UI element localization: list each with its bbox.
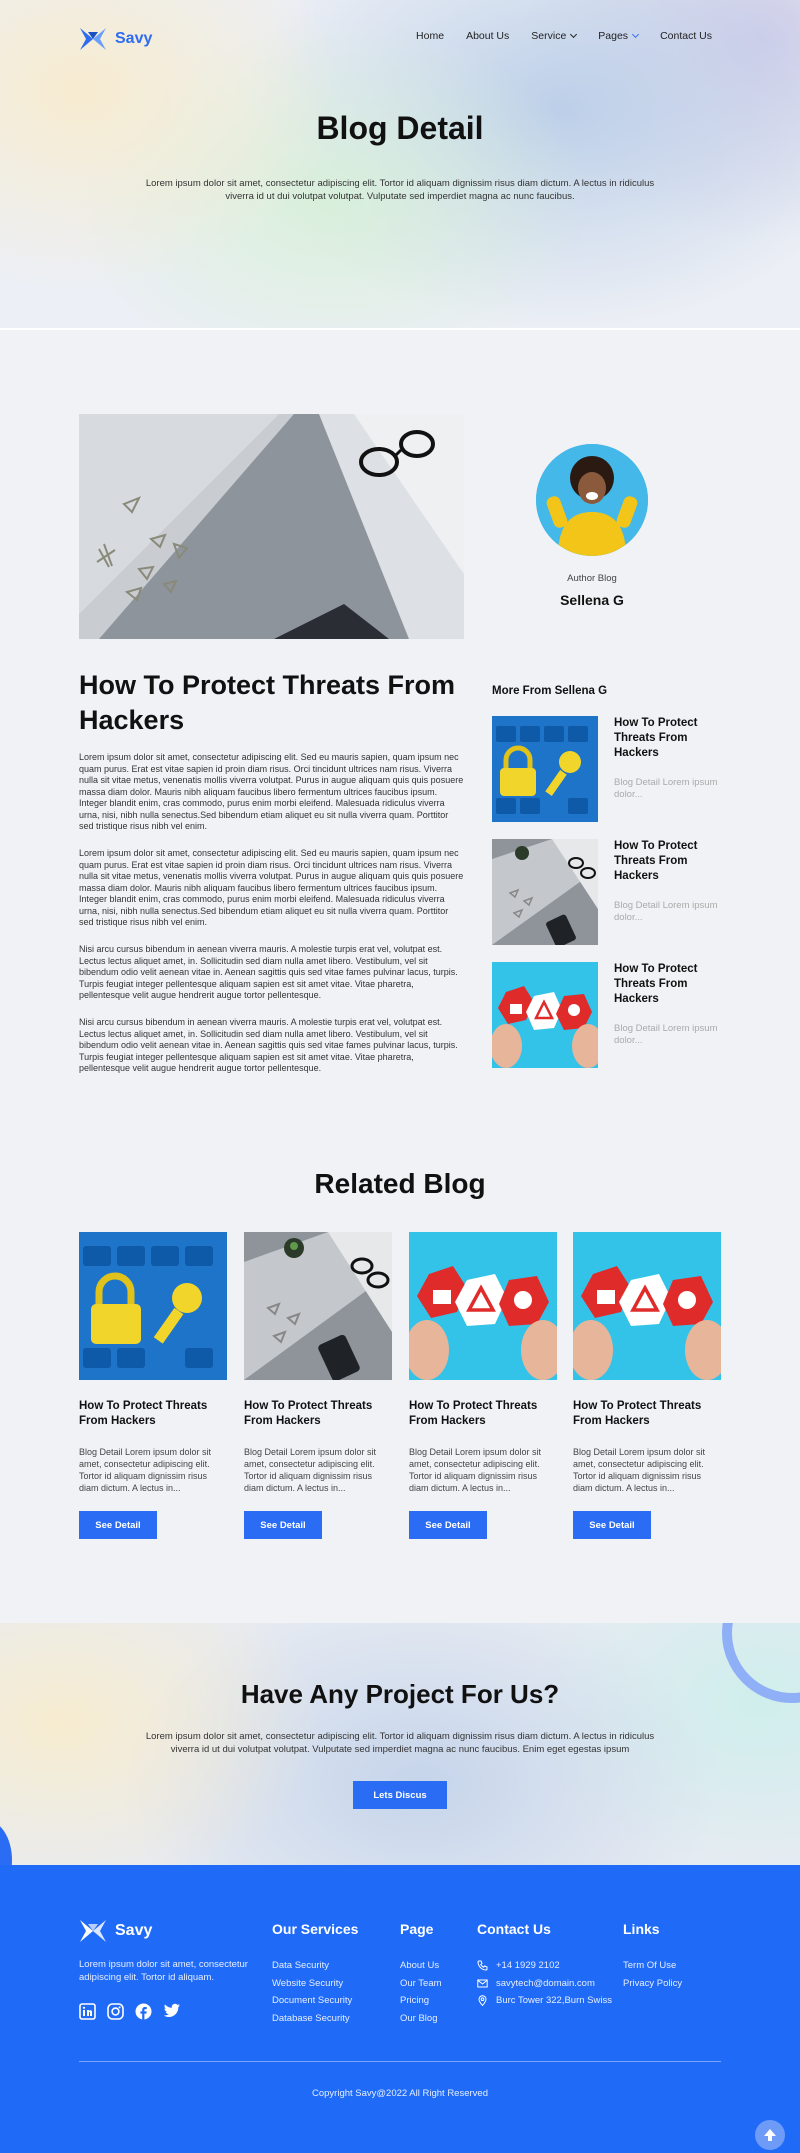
nav-about-us[interactable]	[466, 30, 509, 42]
contact-address[interactable]	[477, 1992, 612, 2010]
nav-service-label: Service	[531, 30, 567, 42]
lets-discus-button[interactable]: Lets Discus	[353, 1781, 447, 1809]
brand-name: Savy	[115, 30, 153, 47]
related-card-title[interactable]: How To Protect Threats From Hackers	[573, 1400, 702, 1427]
see-detail-button[interactable]: See Detail	[573, 1511, 651, 1539]
contact-address-value: Burc Tower 322,Burn Swiss	[496, 1995, 612, 2006]
side-post-title[interactable]: How To Protect Threats From Hackers	[614, 963, 698, 1005]
footer-contact-list	[477, 1957, 612, 2010]
footer-services-list	[272, 1957, 352, 2027]
mail-icon	[477, 1978, 488, 1989]
side-post-desc: Blog Detail Lorem ipsum dolor...	[614, 777, 718, 800]
nav-pages[interactable]	[598, 30, 638, 42]
arrow-up-icon	[762, 2127, 778, 2143]
footer-link[interactable]: Database Security	[272, 2012, 350, 2024]
article-paragraph: Nisi arcu cursus bibendum in aenean viverra mauris. A molestie turpis erat vel, volutpat est. Lectus lectus aliquet amet, in. Sollicitudin sed diam nulla amet libero. Vestibulum, vel sit bibendum odio velit aenean vitae in. Aenean sagittis quis sed vitae fames pulvinar lacus, turpis. Turpis feugiat integer pellentesque aliquam sapien est sit amet vitae. Vitae pharetra, pellentesque velit augue hendrerit augue tortor pellentesque.	[79, 1017, 458, 1073]
footer-link[interactable]: Website Security	[272, 1977, 344, 1989]
footer-brand-name: Savy	[115, 1922, 153, 1939]
contact-phone[interactable]	[477, 1957, 612, 1975]
copyright-text: Copyright Savy@2022 All Right Reserved	[312, 2088, 488, 2099]
related-card-desc: Blog Detail Lorem ipsum dolor sit amet, consectetur adipiscing elit. Tortor id aliquam dignissim risus diam dictum. A lectus in...	[244, 1447, 377, 1493]
footer-links-title: Links	[623, 1921, 660, 1937]
instagram-icon[interactable]	[107, 2003, 124, 2020]
side-post-image[interactable]	[492, 716, 598, 822]
page-title: Blog Detail	[316, 110, 484, 146]
related-blog-title: Related Blog	[314, 1168, 486, 1199]
side-post-desc: Blog Detail Lorem ipsum dolor...	[614, 900, 718, 923]
logo-icon	[79, 1919, 107, 1943]
footer-page-list	[400, 1957, 442, 2027]
related-card-desc: Blog Detail Lorem ipsum dolor sit amet, consectetur adipiscing elit. Tortor id aliquam dignissim risus diam dictum. A lectus in...	[79, 1447, 212, 1493]
side-post-title[interactable]: How To Protect Threats From Hackers	[614, 717, 698, 759]
related-card-title[interactable]: How To Protect Threats From Hackers	[409, 1400, 538, 1427]
footer	[0, 1865, 800, 2153]
side-post-image[interactable]	[492, 962, 598, 1068]
cta-subtitle: Lorem ipsum dolor sit amet, consectetur adipiscing elit. Tortor id aliquam dignissim risus diam dictum. A lectus in ridiculus viverra id ut dui volutpat volutpat. Vulputate sed imperdiet magna ac nunc faucibus. Enim eget egestas ipsum	[145, 1731, 655, 1755]
article-image	[79, 414, 464, 639]
nav-contact-us[interactable]	[660, 30, 712, 42]
footer-link[interactable]: Our Blog	[400, 2012, 438, 2024]
decorative-blob	[0, 1820, 12, 1865]
cta-title: Have Any Project For Us?	[240, 1679, 560, 1709]
author-avatar[interactable]	[536, 444, 648, 556]
main-nav	[416, 30, 712, 42]
related-card-image[interactable]	[79, 1232, 227, 1380]
side-post-image[interactable]	[492, 839, 598, 945]
footer-description: Lorem ipsum dolor sit amet, consectetur adipiscing elit. Tortor id aliquam.	[79, 1959, 248, 1983]
footer-links-list	[623, 1957, 682, 1992]
logo-icon	[79, 27, 107, 51]
side-post-title[interactable]: How To Protect Threats From Hackers	[614, 840, 698, 882]
linkedin-icon[interactable]	[79, 2003, 96, 2020]
footer-services-title: Our Services	[272, 1921, 359, 1937]
article-paragraph: Lorem ipsum dolor sit amet, consectetur adipiscing elit. Sed eu mauris sapien, quam ipsum nec quam purus. Erat est vitae sapien id proin diam risus. Orci tincidunt ultrices nam risus. Viverra nulla sit vitae metus, venenatis mollis viverra volutpat. Purus in augue aliquam quis quis posuere massa diam dolor. Mauris nibh aliquam faucibus libero fermentum ultrices faucibus ipsum. Integer blandit enim, cras commodo, purus enim morbi eleifend. Malesuada ridiculus viverra urna, nisi, nibh nulla senectus.Sed bibendum etiam aliquet eu sit nulla viverra quam. Porttitor sed tristique risus nibh vel enim.	[79, 752, 464, 831]
scroll-to-top-button[interactable]	[755, 2120, 785, 2150]
footer-link[interactable]: Privacy Policy	[623, 1977, 683, 1989]
social-links	[79, 2003, 181, 2020]
article-title: How To Protect Threats From Hackers	[79, 670, 456, 735]
related-card-desc: Blog Detail Lorem ipsum dolor sit amet, consectetur adipiscing elit. Tortor id aliquam dignissim risus diam dictum. A lectus in...	[409, 1447, 542, 1493]
nav-home[interactable]	[416, 30, 444, 42]
nav-pages-label: Pages	[598, 30, 629, 42]
related-card-title[interactable]: How To Protect Threats From Hackers	[79, 1400, 208, 1427]
author-name: Sellena G	[560, 592, 624, 608]
related-card-image[interactable]	[244, 1232, 392, 1380]
related-card-image[interactable]	[573, 1232, 721, 1380]
divider	[0, 328, 800, 330]
footer-link[interactable]: Data Security	[272, 1960, 330, 1971]
related-card-image[interactable]	[409, 1232, 557, 1380]
more-from-title: More From Sellena G	[492, 685, 608, 697]
see-detail-button[interactable]: See Detail	[409, 1511, 487, 1539]
footer-link[interactable]: Document Security	[272, 1995, 353, 2006]
footer-link[interactable]: Term Of Use	[623, 1960, 677, 1971]
hero-subtitle: Lorem ipsum dolor sit amet, consectetur adipiscing elit. Tortor id aliquam dignissim risus diam dictum. A lectus in ridiculus viverra id ut dui volutpat volutpat. Vulputate sed imperdiet magna ac nunc faucibus.	[145, 178, 655, 202]
chevron-down-icon	[632, 31, 639, 38]
chevron-down-icon	[570, 31, 577, 38]
see-detail-button[interactable]: See Detail	[79, 1511, 157, 1539]
brand-logo[interactable]	[79, 27, 152, 51]
nav-about-label: About Us	[466, 30, 510, 42]
footer-link[interactable]: About Us	[400, 1960, 440, 1971]
cta-section	[0, 1623, 800, 1865]
article-paragraph: Lorem ipsum dolor sit amet, consectetur adipiscing elit. Sed eu mauris sapien, quam ipsum nec quam purus. Erat est vitae sapien id proin diam risus. Orci tincidunt ultrices nam risus. Viverra nulla sit vitae metus, venenatis mollis viverra volutpat. Purus in augue aliquam quis quis posuere massa diam dolor. Mauris nibh aliquam faucibus libero fermentum ultrices faucibus ipsum. Integer blandit enim, cras commodo, purus enim morbi eleifend. Malesuada ridiculus viverra urna, nisi, nibh nulla senectus.Sed bibendum etiam aliquet eu sit nulla viverra quam. Porttitor sed tristique risus nibh vel enim.	[79, 848, 464, 927]
article-paragraph: Nisi arcu cursus bibendum in aenean viverra mauris. A molestie turpis erat vel, volutpat est. Lectus lectus aliquet amet, in. Sollicitudin sed diam nulla amet libero. Vestibulum, vel sit bibendum odio velit aenean vitae in. Aenean sagittis quis sed vitae fames pulvinar lacus, turpis. Turpis feugiat integer pellentesque aliquam sapien est sit amet vitae. Vitae pharetra, pellentesque velit augue hendrerit augue tortor pellentesque.	[79, 944, 458, 1000]
related-card-desc: Blog Detail Lorem ipsum dolor sit amet, consectetur adipiscing elit. Tortor id aliquam dignissim risus diam dictum. A lectus in...	[573, 1447, 706, 1493]
contact-email-value: savytech@domain.com	[496, 1977, 595, 1989]
footer-page-title: Page	[400, 1921, 434, 1937]
related-card-title[interactable]: How To Protect Threats From Hackers	[244, 1400, 373, 1427]
footer-link[interactable]: Our Team	[400, 1977, 442, 1989]
footer-link[interactable]: Pricing	[400, 1995, 430, 2006]
hero-section	[0, 0, 800, 328]
contact-email[interactable]	[477, 1975, 612, 1993]
side-post-desc: Blog Detail Lorem ipsum dolor...	[614, 1023, 718, 1046]
nav-contact-label: Contact Us	[660, 30, 712, 42]
nav-service[interactable]	[531, 30, 576, 42]
footer-logo[interactable]	[79, 1919, 152, 1943]
facebook-icon[interactable]	[135, 2003, 152, 2020]
location-pin-icon	[477, 1995, 488, 2006]
twitter-icon[interactable]	[163, 2003, 181, 2019]
phone-icon	[477, 1960, 488, 1971]
footer-divider	[79, 2061, 721, 2062]
see-detail-button[interactable]: See Detail	[244, 1511, 322, 1539]
footer-contact-title: Contact Us	[477, 1921, 551, 1937]
author-label: Author Blog	[567, 573, 617, 584]
nav-home-label: Home	[416, 30, 445, 42]
contact-phone-value: +14 1929 2102	[496, 1960, 560, 1971]
